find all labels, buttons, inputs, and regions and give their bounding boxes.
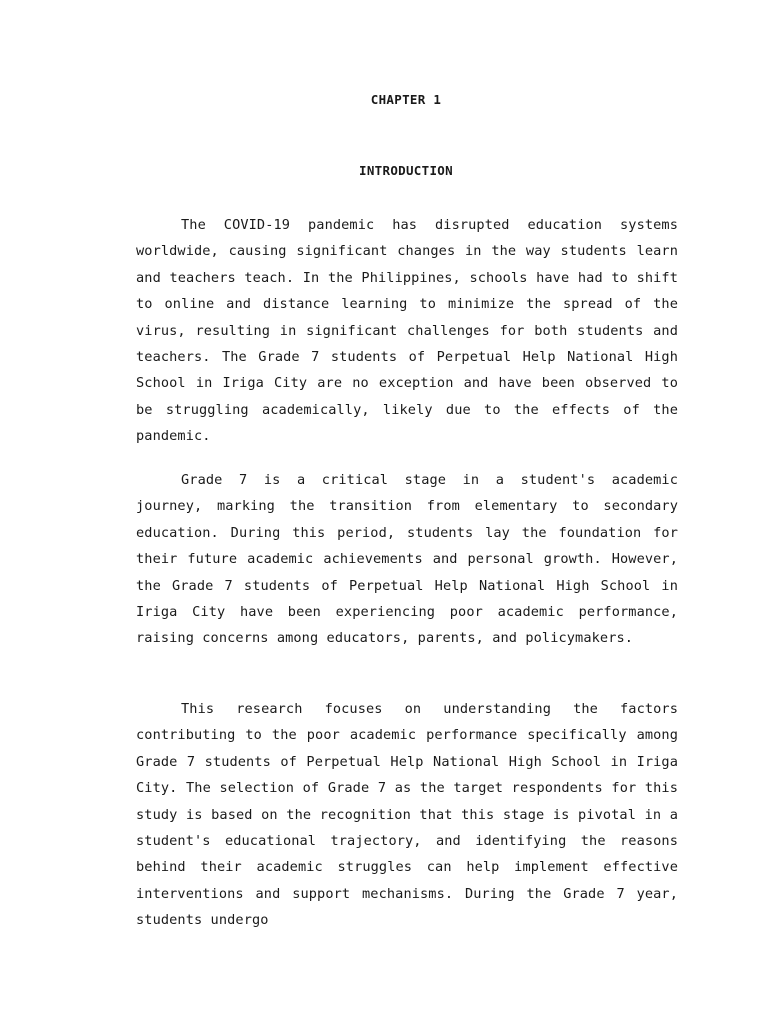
chapter-heading: CHAPTER 1: [370, 92, 442, 107]
body-paragraph-1: [136, 212, 678, 450]
body-paragraph-2: [136, 467, 678, 652]
paragraph-text: The COVID-19 pandemic has disrupted education systems worldwide, causing significant changes in the way students learn and teachers teach. In the Philippines, schools have had to shift to online and distance learning to minimize the spread of the virus, resulting in significant challenges for both students and teachers. The Grade 7 students of Perpetual Help National High School in Iriga City are no exception and have been observed to be struggling academically, likely due to the effects of the pandemic.: [136, 217, 678, 445]
section-title: INTRODUCTION: [359, 163, 453, 178]
paragraph-text: Grade 7 is a critical stage in a student's academic journey, marking the transition from elementary to secondary education. During this period, students lay the foundation for their future academic achievements and personal growth. However, the Grade 7 students of Perpetual Help National High School in Iriga City have been experiencing poor academic performance, raising concerns among educators, parents, and policymakers.: [136, 472, 678, 647]
paragraph-text: This research focuses on understanding the factors contributing to the poor academic performance specifically among Grade 7 students of Perpetual Help National High School in Iriga City. The selection of Grade 7 as the target respondents for this study is based on the recognition that this stage is pivotal in a student's educational trajectory, and identifying the reasons behind their academic struggles can help implement effective interventions and support mechanisms. During the Grade 7 year, students undergo: [136, 701, 678, 929]
body-paragraph-3: [136, 696, 678, 934]
